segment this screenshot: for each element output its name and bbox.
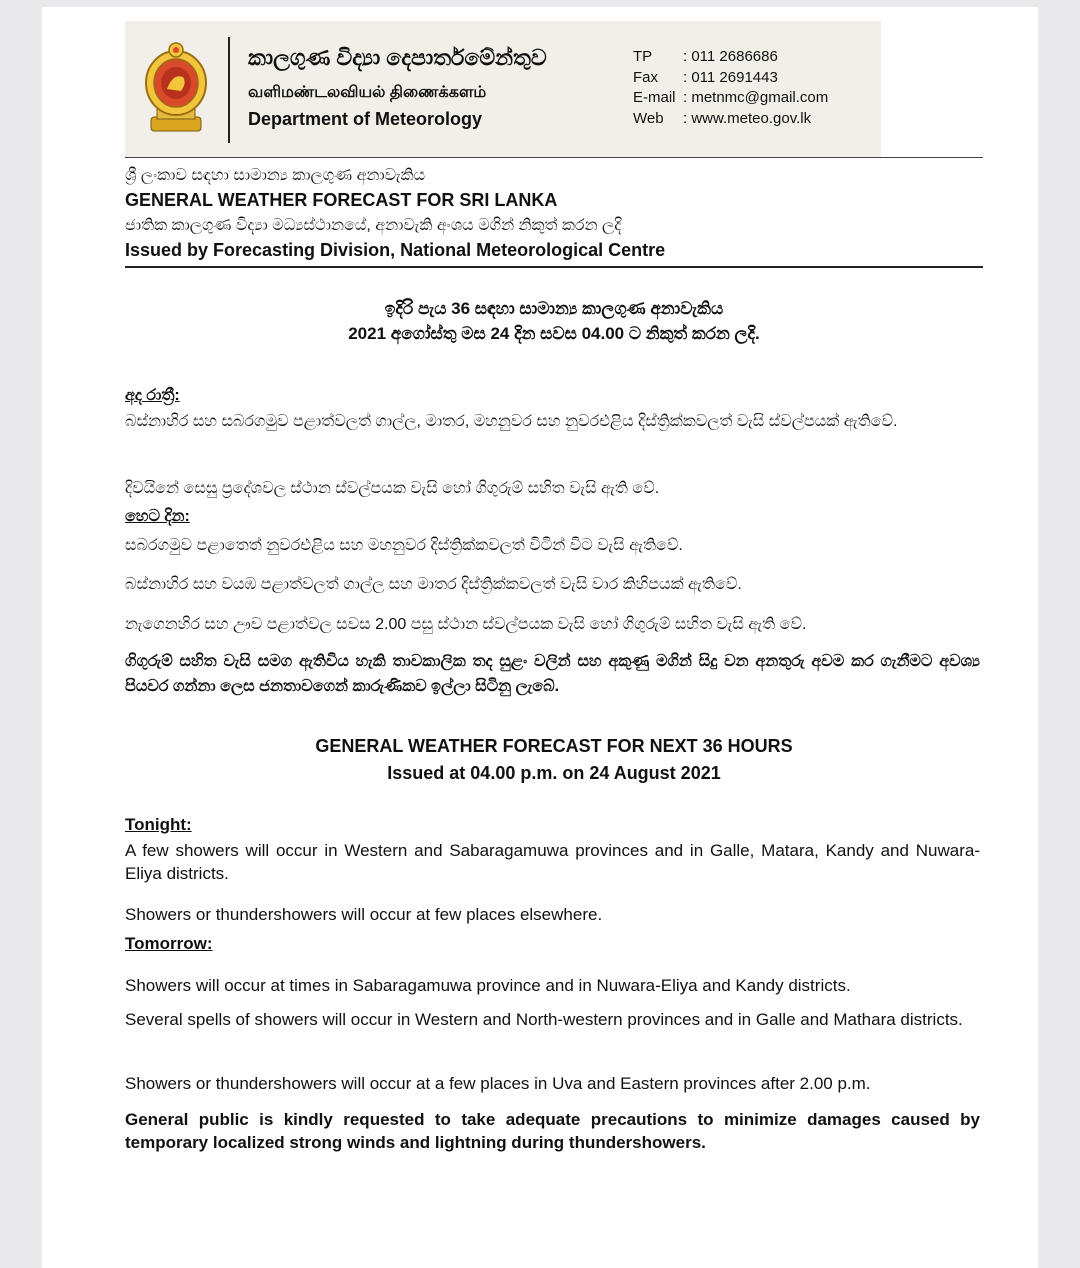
- sinhala-tomorrow-paragraph-3: නැගෙනහිර සහ ඌව පළාත්වල සවස 2.00 පසු ස්ථාන ස්වල්පයක වැසි හෝ ගිගුරුම් සහිත වැසි ඇති වේ.: [125, 616, 807, 633]
- english-tonight-paragraph-2: Showers or thundershowers will occur at few places elsewhere.: [125, 905, 603, 924]
- contact-value: : metnmc@gmail.com: [683, 89, 829, 106]
- department-name-sinhala: කාලගුණ විද්‍යා දෙපාර්තමේන්තුව: [248, 45, 547, 70]
- contact-label: Web: [633, 109, 664, 127]
- national-emblem-icon: [143, 39, 209, 135]
- department-name-english: Department of Meteorology: [248, 109, 483, 129]
- english-tomorrow-label: Tomorrow:: [125, 934, 213, 953]
- title-sinhala: ශ්‍රී ලංකාව සඳහා සාමාන්‍ය කාලගුණ අනාවැකිය: [125, 167, 426, 184]
- contact-label: Fax: [633, 68, 659, 86]
- title-english: GENERAL WEATHER FORECAST FOR SRI LANKA: [125, 190, 558, 210]
- contact-label: TP: [633, 48, 653, 65]
- header-divider: [228, 37, 230, 143]
- contact-details: [633, 47, 828, 129]
- english-tonight-paragraph-1: A few showers will occur in Western and Sabaragamuwa provinces and in Galle, Matara, Kandy and Nuwara-Eliya districts.: [125, 841, 980, 883]
- document-page: [42, 7, 1038, 1268]
- contact-row-fax: [633, 68, 828, 89]
- contact-value: : www.meteo.gov.lk: [683, 109, 812, 127]
- english-tomorrow-paragraph-1: Showers will occur at times in Sabaragamuwa province and in Nuwara-Eliya and Kandy districts.: [125, 976, 851, 995]
- header-rule: [125, 157, 983, 158]
- english-safety-warning: General public is kindly requested to take adequate precautions to minimize damages caused by temporary localized strong winds and lightning during thundershowers.: [125, 1110, 980, 1152]
- contact-value: : 011 2691443: [683, 68, 778, 86]
- sinhala-tomorrow-label: හෙට දින:: [125, 508, 190, 525]
- sinhala-heading-line1: ඉදිරි පැය 36 සඳහා සාමාන්‍ය කාලගුණ අනාවැකිය: [384, 299, 724, 318]
- english-heading-line2: Issued at 04.00 p.m. on 24 August 2021: [387, 763, 721, 783]
- contact-label: E-mail: [633, 89, 676, 106]
- english-tonight-label: Tonight:: [125, 815, 192, 834]
- sinhala-tonight-paragraph-1: බස්නාහිර සහ සබරගමුව පළාත්වලත් ගාල්ල, මාතර, මහනුවර සහ නුවරඑළිය දිස්ත්‍රික්කවලත් වැසි ස්වල්පයක් ඇතිවේ.: [125, 413, 898, 430]
- sinhala-tomorrow-paragraph-2: බස්නාහිර සහ වයඹ පළාත්වලත් ගාල්ල සහ මාතර දිස්ත්‍රික්කවලත් වැසි වාර කිහිපයක් ඇතිවේ.: [125, 576, 742, 593]
- contact-row-phone: [633, 47, 828, 68]
- english-heading-line1: GENERAL WEATHER FORECAST FOR NEXT 36 HOURS: [315, 736, 793, 756]
- department-name-tamil: வளிமண்டலவியல் திணைக்களம்: [248, 84, 487, 101]
- sinhala-heading-line2: 2021 අගෝස්තු මස 24 දින සවස 04.00 ට නිකුත් කරන ලදි.: [348, 324, 760, 343]
- contact-value: : 011 2686686: [683, 48, 778, 65]
- title-rule: [125, 266, 983, 268]
- sinhala-tomorrow-paragraph-1: සබරගමුව පළාතෙත් නුවරඑළිය සහ මහනුවර දිස්ත්‍රික්කවලත් විටින් විට වැසි ඇතිවේ.: [125, 537, 683, 554]
- issuer-english: Issued by Forecasting Division, National Meteorological Centre: [125, 240, 666, 260]
- issuer-sinhala: ජාතික කාලගුණ විද්‍යා මධ්‍යස්ථානයේ, අනාවැකි අංශය මගින් නිකුත් කරන ලදි: [125, 217, 622, 234]
- letterhead: [125, 21, 881, 157]
- sinhala-tonight-paragraph-2: දිවයිනේ සෙසු ප්‍රදේශවල ස්ථාන ස්වල්පයක වැසි හෝ ගිගුරුම් සහිත වැසි ඇති වේ.: [125, 480, 660, 497]
- english-tomorrow-paragraph-3: Showers or thundershowers will occur at a few places in Uva and Eastern provinces after 2.00 p.m.: [125, 1074, 871, 1093]
- english-tomorrow-paragraph-2: Several spells of showers will occur in Western and North-western provinces and in Galle and Mathara districts.: [125, 1010, 963, 1029]
- contact-row-web: [633, 109, 828, 130]
- contact-row-email: [633, 88, 828, 109]
- sinhala-safety-warning: ගිගුරුම් සහිත වැසි සමග ඇතිවිය හැකි තාවකාලික තද සුළං වලින් සහ අකුණු මගින් සිදු වන අනතුරු අවම කර ගැනීමට අවශ්‍ය පියවර ගන්නා ලෙස ජනතාවගෙන් කාරුණිකව ඉල්ලා සිටිනු ලැබේ.: [125, 653, 980, 695]
- sinhala-tonight-label: අද රාත්‍රී:: [125, 387, 180, 404]
